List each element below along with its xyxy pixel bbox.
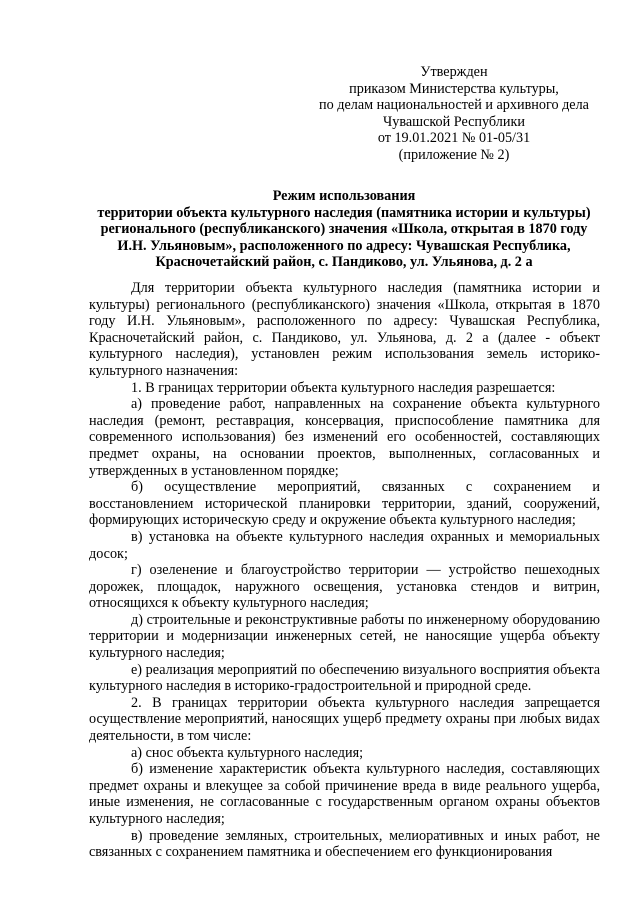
permitted-item-b: б) осуществление мероприятий, связанных с сохранением и восстановлением исторической планировки территории, зданий, сооружений, формирующих историческую среду и окружение объекта культурного наследия; <box>89 479 600 529</box>
title-line: Режим использования <box>272 188 416 204</box>
document-title <box>80 188 608 271</box>
approval-block <box>300 64 608 164</box>
section-1-heading: 1. В границах территории объекта культурного наследия разрешается: <box>131 379 556 396</box>
intro-paragraph: Для территории объекта культурного наследия (памятника истории и культуры) регионального (республиканского) значения «Школа, открытая в 1870 году И.Н. Ульяновым», расположенного по адресу: Чувашская Республика, Красночетайский район, с. Пандиково, ул. Ульянова, д. 2 а (далее - объект культурного наследия), установлен режим использования земель историко-культурного назначения: <box>89 280 600 379</box>
prohibited-item-a: а) снос объекта культурного наследия; <box>131 744 364 761</box>
title-line: Красночетайский район, с. Пандиково, ул. Ульянова, д. 2 а <box>155 254 533 271</box>
approval-line: (приложение № 2) <box>398 146 510 163</box>
title-line: регионального (республиканского) значения «Школа, открытая в 1870 году <box>100 221 588 238</box>
title-line: территории объекта культурного наследия (памятника истории и культуры) <box>97 204 591 221</box>
approval-line: Утвержден <box>420 64 488 80</box>
permitted-item-a: а) проведение работ, направленных на сохранение объекта культурного наследия (ремонт, реставрация, консервация, приспособление памятника для современного использования) без изменений его особенностей, составляющих предмет охраны, на основании проектов, выполненных, согласованных и утвержденных в установленном порядке; <box>89 396 600 479</box>
prohibited-item-v: в) проведение земляных, строительных, мелиоративных и иных работ, не связанных с сохранением памятника и обеспечением его функционирования <box>89 827 600 861</box>
approval-line: по делам национальностей и архивного дела <box>319 97 589 114</box>
prohibited-item-b: б) изменение характеристик объекта культурного наследия, составляющих предмет охраны и влекущее за собой причинение вреда в виде реального ущерба, иные изменения, не согласованные с государственным органом охраны объектов культурного наследия; <box>89 761 600 827</box>
permitted-item-e: е) реализация мероприятий по обеспечению визуального восприятия объекта культурного наследия в историко-градостроительной и природной среде. <box>89 661 600 695</box>
document-body <box>89 280 600 861</box>
permitted-item-v: в) установка на объекте культурного наследия охранных и мемориальных досок; <box>89 528 600 562</box>
permitted-item-g: г) озеленение и благоустройство территории — устройство пешеходных дорожек, площадок, наружного освещения, установка стендов и витрин, относящихся к объекту культурного наследия; <box>89 562 600 612</box>
section-2-heading: 2. В границах территории объекта культурного наследия запрещается осуществление мероприятий, наносящих ущерб предмету охраны при любых видах деятельности, в том числе: <box>89 694 600 745</box>
title-line: И.Н. Ульяновым», расположенного по адресу: Чувашская Республика, <box>117 237 571 254</box>
permitted-item-d: д) строительные и реконструктивные работы по инженерному оборудованию территории и модернизации инженерных сетей, не наносящие ущерба объекту культурного наследия; <box>89 611 600 662</box>
approval-line: от 19.01.2021 № 01-05/31 <box>377 130 531 147</box>
approval-line: Чувашской Республики <box>383 113 525 130</box>
approval-line: приказом Министерства культуры, <box>349 80 559 97</box>
